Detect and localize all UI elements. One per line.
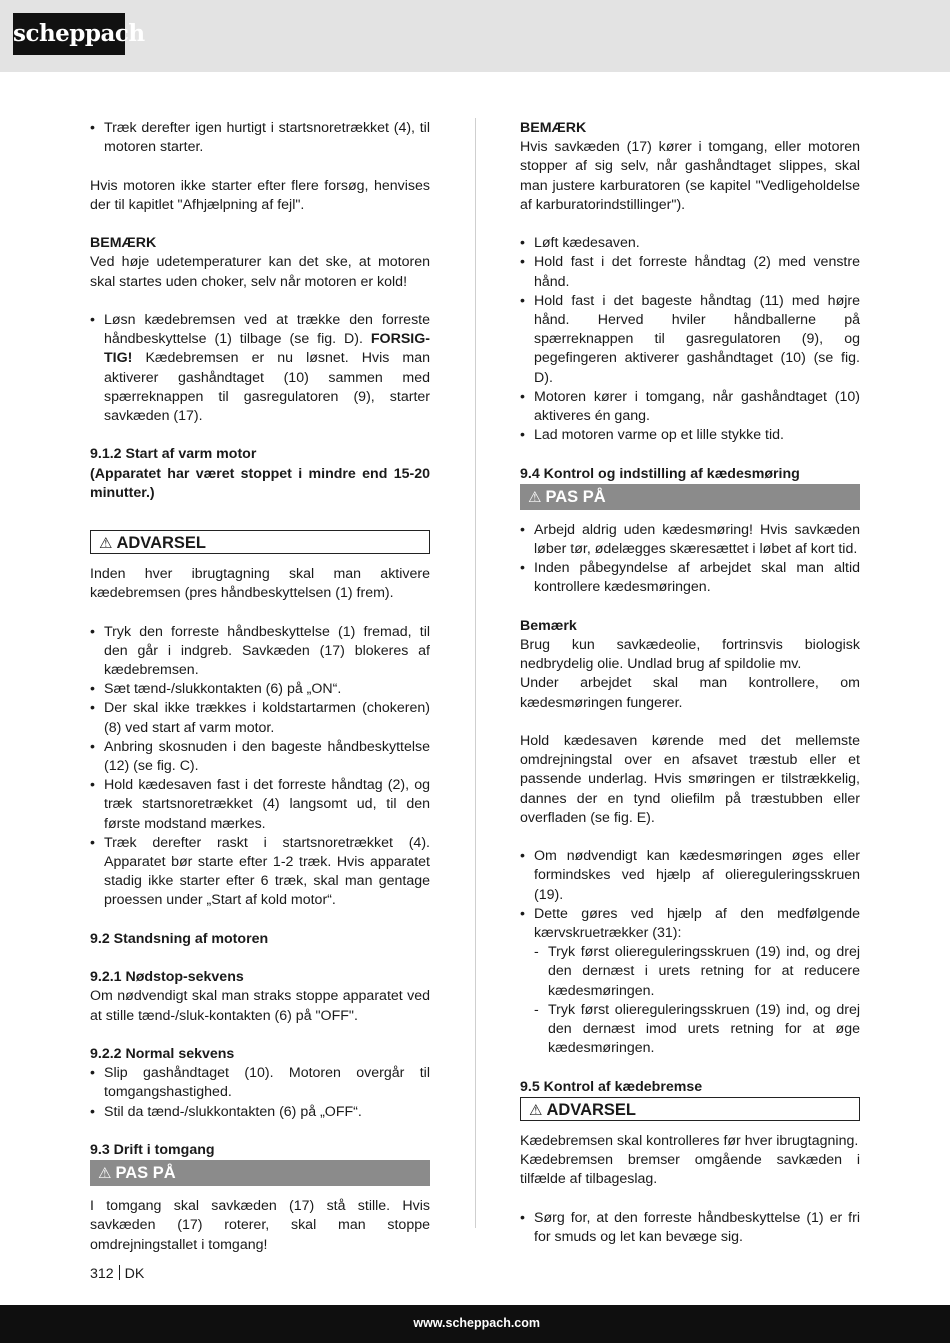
list-item: • Sørg for, at den forreste håndbeskyttelse (1) er fri for smuds og let kan bevæge sig. <box>520 1209 860 1247</box>
list-item: - Tryk først oliereguleringsskruen (19) ind, og drej den dernæst imod urets retning for at øge kædesmøringen. <box>534 1001 860 1059</box>
section-heading-9-4: 9.4 Kontrol og indstilling af kædesmøring <box>520 465 800 482</box>
list-item <box>90 311 430 426</box>
list-item: • Træk derefter igen hurtigt i startsnoretrækket (4), til motoren starter. <box>90 119 430 157</box>
caution-text: FORSIG-TIG! <box>104 331 431 367</box>
warning-triangle-icon: ⚠ <box>99 534 113 552</box>
list-item: • Tryk den forreste håndbeskyttelse (1) fremad, til den går i indgreb. Savkæden (17) blokeres af kædebremsen. <box>90 623 430 681</box>
language-code: DK <box>124 1266 145 1282</box>
text: Løsn kædebremsen ved at trække den forreste håndbeskyttelse (1) tilbage (se fig. D). <box>104 311 430 348</box>
bullet-list <box>520 521 860 598</box>
warning-triangle-icon: ⚠ <box>528 487 542 506</box>
list-item: • Stil da tænd-/slukkontakten (6) på „OFF“. <box>90 1103 430 1122</box>
website-link[interactable]: www.scheppach.com <box>413 1316 540 1330</box>
left-column <box>90 119 430 1255</box>
dash-list <box>534 943 860 1058</box>
paragraph: Brug kun savkædeolie, fortrinsvis biologisk nedbrydelig olie. Undlad brug af spildolie mv. <box>520 637 860 673</box>
warning-label: ADVARSEL <box>546 1100 636 1119</box>
paragraph: Hold kædesaven kørende med det mellemste omdrejningstal over en afsavet træstub eller et passende underlag. Hvis smøringen er tilstrækkelig, dannes der en tynd oliefilm på træstubben eller overfladen (se fig. E). <box>520 733 860 826</box>
page-number-value: 312 <box>90 1266 114 1282</box>
bullet-list <box>90 1064 430 1122</box>
list-item: • Lad motoren varme op et lille stykke tid. <box>520 426 860 445</box>
paragraph: Kædebremsen skal kontrolleres før hver ibrugtagning. <box>520 1132 859 1149</box>
paragraph: Om nødvendigt skal man straks stoppe apparatet ved at stille tænd-/sluk-kontakten (6) på "OFF". <box>90 988 430 1024</box>
section-subheading: (Apparatet har været stoppet i mindre end 15-20 minutter.) <box>90 465 430 501</box>
warning-triangle-icon: ⚠ <box>529 1100 543 1119</box>
section-heading-9-5: 9.5 Kontrol af kædebremse <box>520 1078 703 1095</box>
list-item: • Dette gøres ved hjælp af den medfølgende kærvskruetrækker (31): <box>520 905 860 943</box>
bullet-list <box>90 623 430 911</box>
text: Kædebremsen er nu løsnet. Hvis man aktiverer gashåndtaget (10) sammen med spærreknappen til gasregulatoren (9), starter savkæden (17). <box>104 350 430 424</box>
list-item: • Anbring skosnuden i den bageste håndbeskyttelse (12) (se fig. C). <box>90 738 430 776</box>
warning-box <box>90 530 430 554</box>
bullet-list <box>520 234 860 445</box>
bullet-list <box>90 119 430 157</box>
list-item: • Løft kædesaven. <box>520 234 860 253</box>
warning-triangle-icon: ⚠ <box>98 1164 112 1183</box>
list-item: • Hold kædesaven fast i det forreste håndtag (2), og træk startsnoretrækket (4) langsomt ud, til den første modstand mærkes. <box>90 776 430 834</box>
list-item: • Inden påbegyndelse af arbejdet skal man altid kontrollere kædesmøringen. <box>520 559 860 597</box>
list-item: - Tryk først oliereguleringsskruen (19) ind, og drej den dernæst i urets retning for at reducere kædesmøringen. <box>534 943 860 1001</box>
section-heading-9-3: 9.3 Drift i tomgang <box>90 1142 215 1159</box>
note-heading: BEMÆRK <box>90 235 157 252</box>
section-heading-9-2-1: 9.2.1 Nødstop-sekvens <box>90 969 244 986</box>
list-item: • Sæt tænd-/slukkontakten (6) på „ON“. <box>90 680 430 699</box>
list-item: • Slip gashåndtaget (10). Motoren overgår til tomgangshastighed. <box>90 1064 430 1102</box>
list-item: • Arbejd aldrig uden kædesmøring! Hvis savkæden løber tør, ødelægges skæresættet i løbet af kort tid. <box>520 521 860 559</box>
brand-logo: scheppach <box>13 13 125 55</box>
caution-label: PAS PÅ <box>545 487 606 506</box>
separator <box>119 1265 120 1280</box>
section-heading-9-2: 9.2 Standsning af motoren <box>90 930 269 947</box>
header-bar <box>0 0 950 72</box>
paragraph: I tomgang skal savkæden (17) stå stille. Hvis savkæden (17) roterer, skal man stoppe omdrejningstallet i tomgang! <box>90 1198 430 1253</box>
section-heading-9-1-2: 9.1.2 Start af varm motor <box>90 446 257 463</box>
list-item: • Hold fast i det forreste håndtag (2) med venstre hånd. <box>520 253 860 291</box>
paragraph: Kædebremsen bremser omgående savkæden i tilfælde af tilbageslag. <box>520 1152 860 1188</box>
column-divider <box>475 118 476 1228</box>
bullet-list <box>90 311 430 426</box>
list-item: • Motoren kører i tomgang, når gashåndtaget (10) aktiveres én gang. <box>520 388 860 426</box>
caution-box <box>520 484 860 510</box>
bullet-list <box>520 847 860 943</box>
note-heading: BEMÆRK <box>520 120 587 136</box>
footer-bar <box>0 1305 950 1343</box>
list-item: • Hold fast i det bageste håndtag (11) med højre hånd. Herved hviler håndballerne på spærreknappen til gasregulatoren (9), og pegefingeren aktiverer gashåndtaget (10) (se fig. D). <box>520 292 860 388</box>
caution-box <box>90 1160 430 1186</box>
warning-text: Inden hver ibrugtagning skal man aktivere kædebremsen (pres håndbeskyttelsen (1) frem). <box>90 566 430 602</box>
caution-label: PAS PÅ <box>115 1164 176 1183</box>
paragraph: Under arbejdet skal man kontrollere, om kædesmøringen fungerer. <box>520 675 860 711</box>
paragraph: Hvis motoren ikke starter efter flere forsøg, henvises der til kapitlet "Afhjælpning af fejl". <box>90 177 430 213</box>
page-number <box>90 1265 144 1282</box>
bullet-list <box>520 1209 860 1247</box>
warning-box <box>520 1097 860 1121</box>
note-text: Hvis savkæden (17) kører i tomgang, eller motoren stopper af sig selv, når gashåndtaget slippes, skal man justere karburatoren (se kapitel "Vedligeholdelse af karburatorindstillinger"). <box>520 139 860 213</box>
list-item: • Om nødvendigt kan kædesmøringen øges eller formindskes ved hjælp af oliereguleringsskruen (19). <box>520 847 860 905</box>
note-text: Ved høje udetemperaturer kan det ske, at motoren skal startes uden choker, selv når motoren er kold! <box>90 254 430 290</box>
warning-label: ADVARSEL <box>116 534 206 552</box>
note-heading: Bemærk <box>520 617 577 634</box>
right-column <box>520 119 860 1247</box>
list-item: • Der skal ikke trækkes i koldstartarmen (chokeren) (8) ved start af varm motor. <box>90 699 430 737</box>
list-item: • Træk derefter raskt i startsnoretrækket (4). Apparatet bør starte efter 1-2 træk. Hvis apparatet stadig ikke starter efter 6 træk, skal man gentage proessen under „Start af kold motor“. <box>90 834 430 911</box>
section-heading-9-2-2: 9.2.2 Normal sekvens <box>90 1046 235 1063</box>
